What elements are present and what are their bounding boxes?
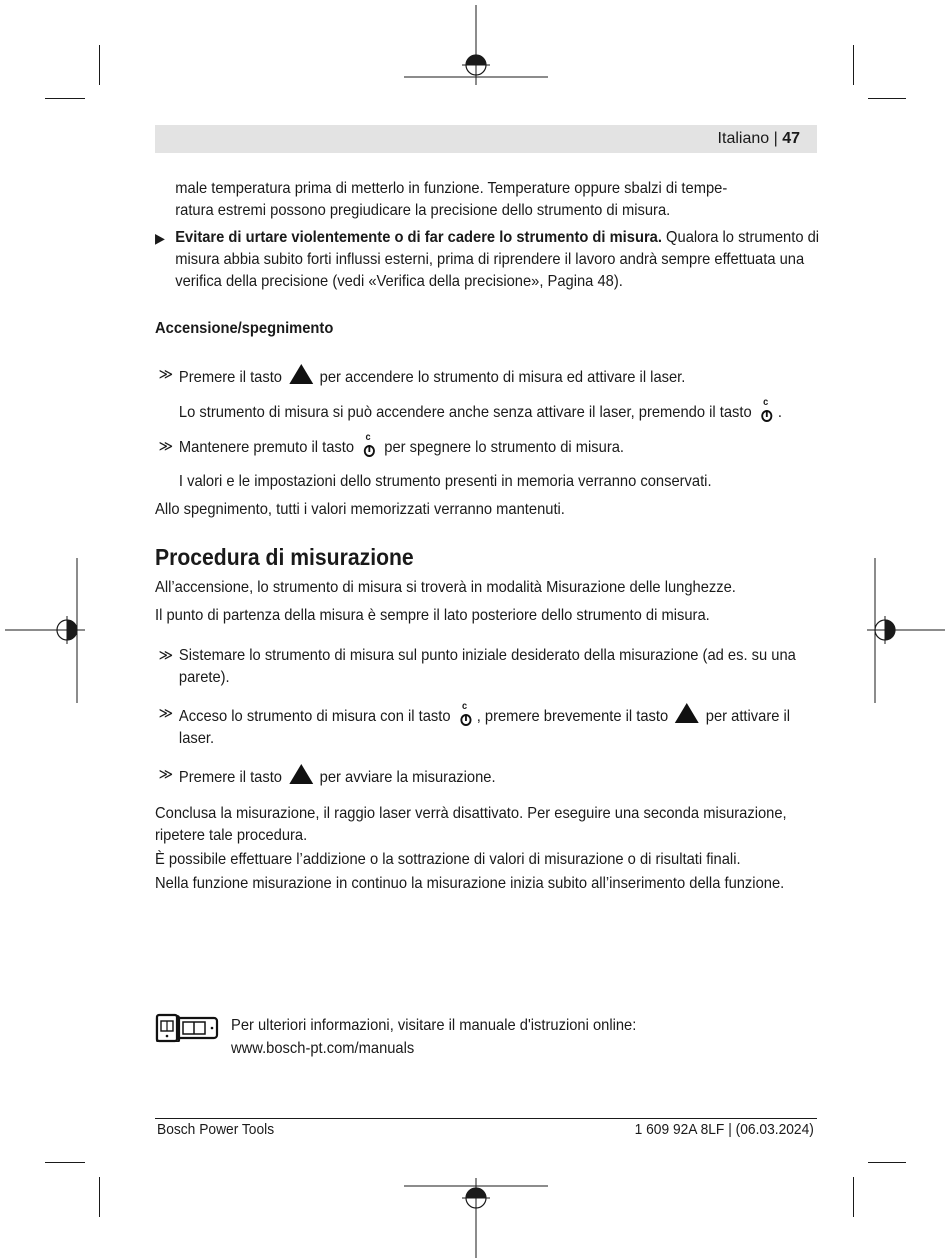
- procedure-paragraph-4: È possibile effettuare l’addizione o la sottrazione di valori di misurazione o di risultati finali.: [155, 851, 741, 868]
- note-memory: I valori e le impostazioni dello strumento presenti in memoria verranno conservati.: [178, 473, 712, 490]
- step-text: Mantenere premuto il tasto: [178, 439, 355, 456]
- registration-mark-bottom: [400, 1178, 552, 1258]
- phone-icon: [155, 1013, 181, 1043]
- step-text: per avviare la misurazione.: [319, 769, 496, 786]
- header-separator: |: [773, 130, 778, 147]
- power-c-label: c: [763, 397, 769, 408]
- crop-mark: [853, 45, 854, 85]
- step-switch-off: [155, 432, 819, 459]
- power-c-icon: [759, 397, 774, 423]
- page-body: [155, 178, 819, 895]
- step-chevron-icon: ≫: [158, 705, 171, 722]
- step-switch-on: [155, 364, 819, 389]
- crop-mark: [868, 98, 906, 99]
- crop-mark: [853, 1177, 854, 1217]
- step-activate-laser: [155, 703, 819, 750]
- intro-line-2: ratura estremi possono pregiudicare la precisione dello strumento di misura.: [175, 202, 671, 219]
- step-text: per attivare il laser.: [178, 708, 791, 747]
- section-heading-procedure: Procedura di misurazione: [155, 544, 414, 570]
- step-text: per spegnere lo strumento di misura.: [384, 439, 625, 456]
- step-chevron-icon: ≫: [158, 366, 171, 383]
- crop-mark: [99, 1177, 100, 1217]
- page-header: [718, 130, 800, 148]
- step-start-measure: [155, 764, 819, 789]
- step-chevron-icon: ≫: [158, 647, 171, 664]
- step-text: per accendere lo strumento di misura ed attivare il laser.: [319, 369, 686, 386]
- procedure-paragraph-2: Il punto di partenza della misura è sempre il lato posteriore dello strumento di misura.: [155, 607, 710, 624]
- note-text: Lo strumento di misura si può accendere anche senza attivare il laser, premendo il tasto: [178, 404, 752, 421]
- procedure-paragraph-5: Nella funzione misurazione in continuo la misurazione inizia subito all’inserimento della funzione.: [155, 875, 785, 892]
- triangle-icon: [675, 703, 699, 723]
- step-text: Sistemare lo strumento di misura sul punto iniziale desiderato della misurazione (ad es. su una parete).: [178, 647, 796, 686]
- warning-text: Qualora lo strumento di misura abbia subito forti influssi esterni, prima di riprendere il lavoro andrà sempre effettuata una verifica della precisione (vedi «Verifica della precisione», Pagina 48).: [175, 229, 820, 290]
- footer-divider: [155, 1118, 817, 1119]
- crop-mark: [45, 1162, 85, 1163]
- manual-url: www.bosch-pt.com/manuals: [231, 1040, 415, 1057]
- warning-item: [155, 227, 819, 293]
- crop-mark: [45, 98, 85, 99]
- triangle-icon: [289, 764, 313, 784]
- power-c-icon: [362, 432, 377, 458]
- info-text: [231, 1014, 636, 1060]
- power-c-label: c: [365, 432, 371, 443]
- step-chevron-icon: ≫: [158, 438, 171, 455]
- note-switch-off: Allo spegnimento, tutti i valori memorizzati verranno mantenuti.: [155, 501, 565, 518]
- footer-brand: Bosch Power Tools: [157, 1121, 275, 1138]
- registration-mark-left: [5, 558, 105, 703]
- step-position: [155, 645, 819, 689]
- section-heading-on-off: Accensione/spegnimento: [155, 320, 334, 337]
- warning-bold: Evitare di urtare violentemente o di far cadere lo strumento di misura.: [175, 229, 662, 246]
- crop-mark: [868, 1162, 906, 1163]
- procedure-paragraph-1: All’accensione, lo strumento di misura si troverà in modalità Misurazione delle lunghezze.: [155, 579, 736, 596]
- page-number: 47: [782, 130, 800, 147]
- registration-mark-right: [845, 558, 945, 703]
- note-text: .: [777, 404, 782, 421]
- note-power-only: [155, 397, 819, 424]
- step-text: Acceso lo strumento di misura con il tasto: [178, 708, 451, 725]
- step-chevron-icon: ≫: [158, 766, 171, 783]
- bullet-arrow-icon: ▶: [155, 230, 165, 246]
- step-text: Premere il tasto: [178, 369, 283, 386]
- info-line-1: Per ulteriori informazioni, visitare il manuale d'istruzioni online:: [231, 1017, 637, 1034]
- registration-mark-top: [400, 5, 552, 85]
- footer-doc-number: 1 609 92A 8LF | (06.03.2024): [634, 1121, 814, 1138]
- procedure-paragraph-3: Conclusa la misurazione, il raggio laser verrà disattivato. Per eseguire una seconda misurazione, ripetere tale procedura.: [155, 805, 787, 844]
- step-text: Premere il tasto: [178, 769, 283, 786]
- power-c-icon: [458, 701, 473, 727]
- intro-line-1: male temperatura prima di metterlo in funzione. Temperature oppure sbalzi di tempe-: [175, 180, 728, 197]
- step-text: , premere brevemente il tasto: [476, 708, 669, 725]
- crop-mark: [99, 45, 100, 85]
- triangle-icon: [289, 364, 313, 384]
- header-language: Italiano: [717, 130, 770, 147]
- power-c-label: c: [461, 701, 468, 712]
